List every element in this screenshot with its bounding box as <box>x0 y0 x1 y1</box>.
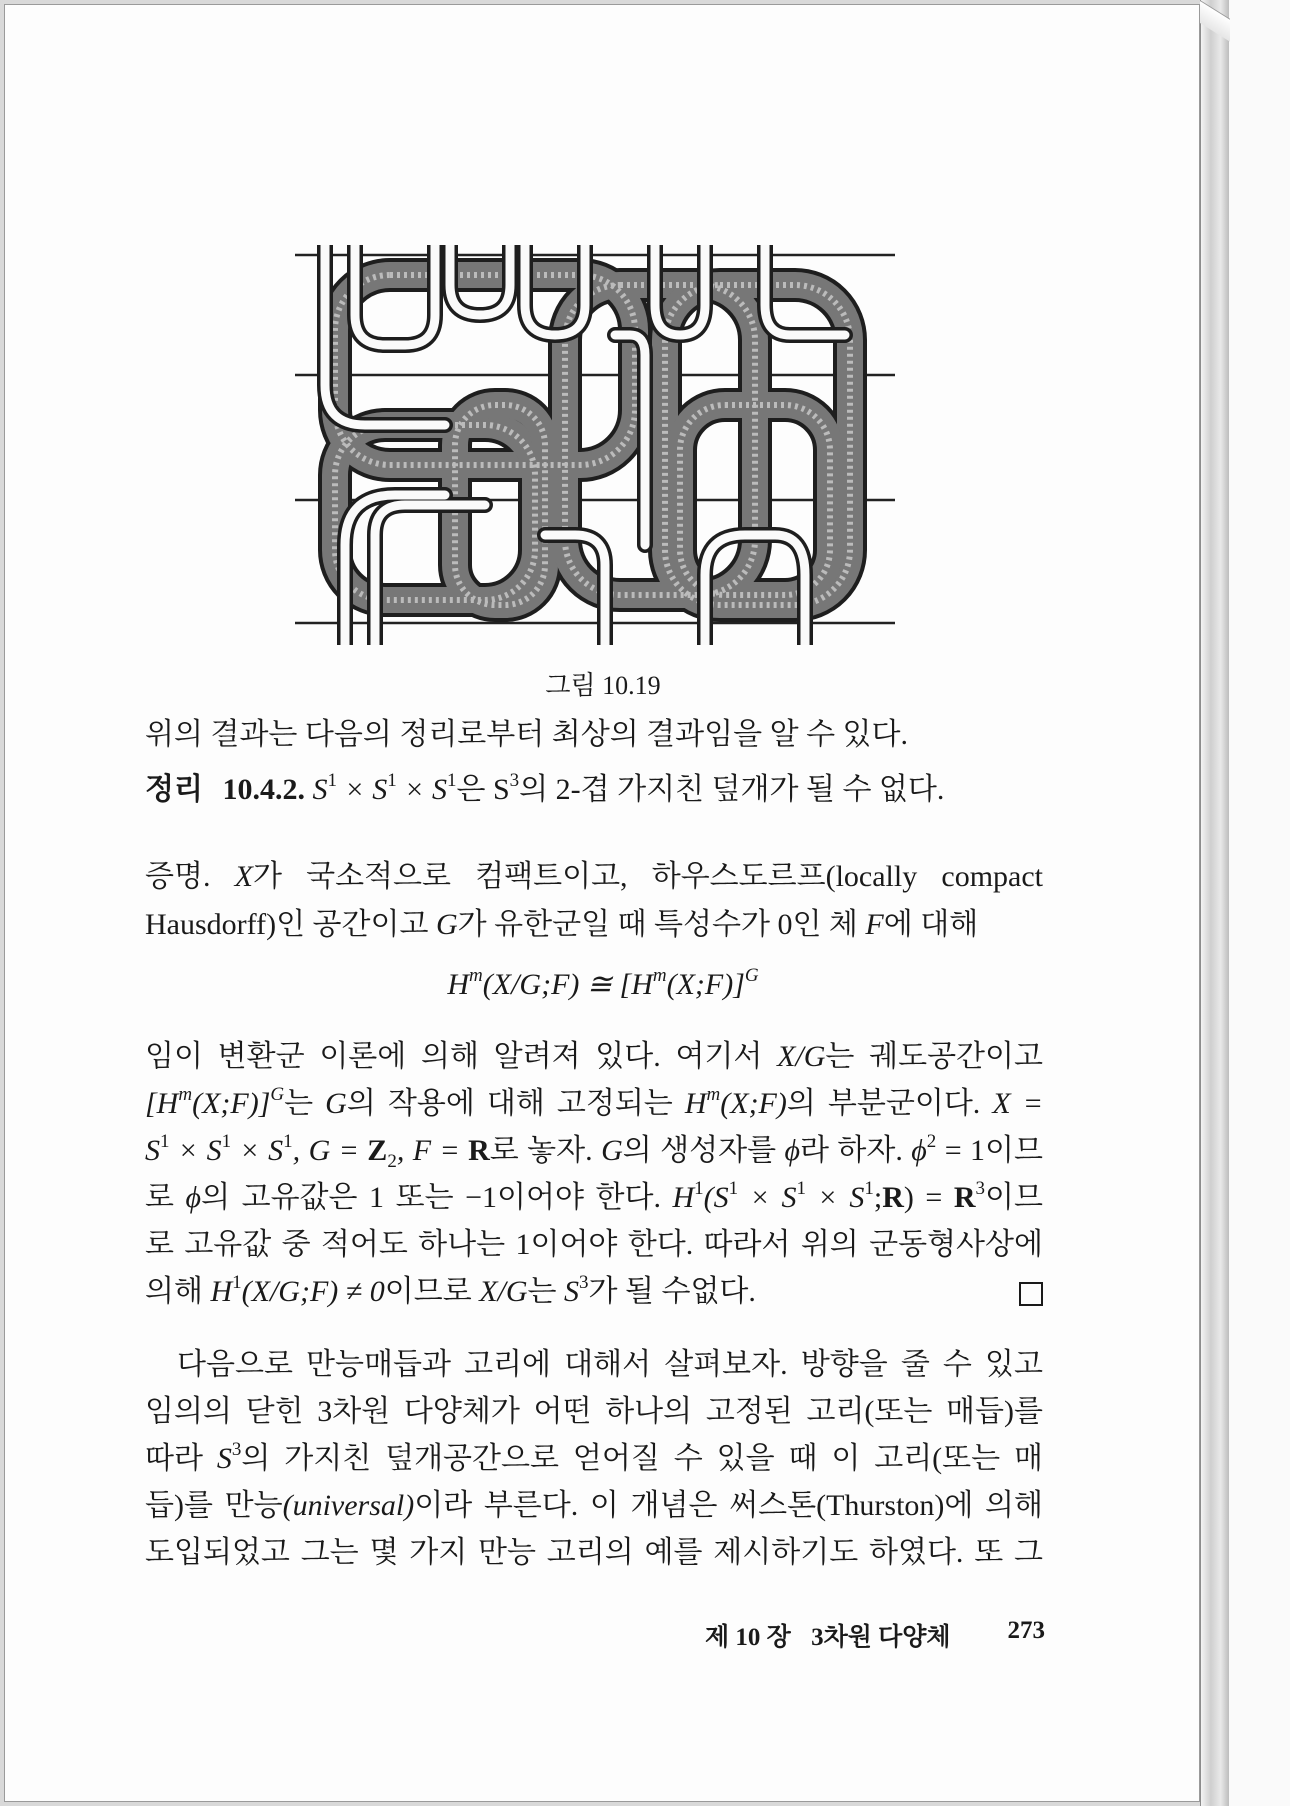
after-line-5: 로 고유값 중 적어도 하나는 1이어야 한다. 따라서 위의 군동형사상에 <box>145 1228 1043 1261</box>
after-text: (X;F)] <box>192 1087 271 1120</box>
after-text: R <box>882 1181 904 1214</box>
after-text: X/G <box>777 1040 826 1073</box>
after-text: m <box>706 1084 721 1105</box>
para3-line-3 <box>145 1437 1043 1481</box>
after-text: ) = <box>903 1181 954 1214</box>
theorem-label: 정리 <box>145 773 203 806</box>
after-text: ϕ <box>185 1181 202 1214</box>
after-text: 2 <box>387 1151 397 1172</box>
after-text: [H <box>145 1087 179 1120</box>
after-text: 로 놓자. <box>489 1134 602 1167</box>
after-text: 1 <box>232 1272 242 1293</box>
proof-label: 증명. <box>145 860 235 893</box>
after-text: 2 <box>926 1131 937 1152</box>
after-text: (S <box>703 1181 729 1214</box>
figure-caption: 그림 10.19 <box>545 671 661 700</box>
after-text: , G = <box>292 1134 368 1167</box>
after-text: × S <box>169 1134 222 1167</box>
proof-text: F <box>865 908 884 941</box>
after-text: 3 <box>579 1272 589 1293</box>
para3-text: 이라 부른다. 이 개념은 써스톤(Thurston)에 의해 <box>414 1489 1043 1522</box>
after-text: G <box>601 1134 623 1167</box>
proof-text: Hausdorff)인 공간이고 <box>145 908 436 941</box>
theorem-text: 의 2-겹 가지친 덮개가 될 수 없다. <box>519 773 945 806</box>
para3-text: 3 <box>231 1439 242 1460</box>
para3-text: S <box>216 1442 232 1475</box>
para3-text: (universal) <box>282 1489 415 1522</box>
after-text: 의해 <box>145 1275 211 1308</box>
theorem-sup: 1 <box>446 770 457 791</box>
after-text: 1 <box>221 1131 232 1152</box>
theorem-text: 은 S <box>456 773 510 806</box>
after-text: H <box>684 1087 707 1120</box>
after-text: H <box>210 1275 233 1308</box>
after-line-6 <box>145 1270 1043 1314</box>
after-line-3 <box>145 1129 1043 1173</box>
after-text: 1 <box>796 1178 807 1199</box>
after-text: 임이 변환군 이론에 의해 알려져 있다. 여기서 <box>145 1040 778 1073</box>
after-text: 1 <box>728 1178 739 1199</box>
after-text: 1 <box>283 1131 293 1152</box>
theorem-number: 10.4.2. <box>222 773 305 806</box>
after-text: Z <box>367 1134 388 1167</box>
after-text: ϕ <box>911 1134 927 1167</box>
footer-chapter: 제 10 장 <box>705 1624 791 1651</box>
after-text: 는 <box>527 1275 564 1308</box>
theorem-text: × S <box>396 773 447 806</box>
equation-part: m <box>652 965 667 986</box>
proof-text: 가 국소적으로 컴팩트이고, 하우스도르프(locally compact <box>252 860 1043 893</box>
after-text: S <box>145 1134 160 1167</box>
page-edge <box>1200 0 1229 1806</box>
after-text: × S <box>806 1181 865 1214</box>
after-text: (X/G;F) ≠ 0 <box>241 1275 385 1308</box>
proof-line-2 <box>145 903 1043 947</box>
after-text: H <box>672 1181 695 1214</box>
theorem-text: S <box>312 773 328 806</box>
theorem-sup: 1 <box>387 770 397 791</box>
after-text: 이므로 <box>384 1275 480 1308</box>
after-text: , F = <box>396 1134 469 1167</box>
qed-box-icon <box>1019 1282 1043 1306</box>
after-text: × S <box>231 1134 284 1167</box>
after-text: × S <box>738 1181 797 1214</box>
para3-text: 다음으로 만능매듭과 고리에 대해서 살펴보자. 방향을 줄 수 있고 <box>177 1348 1043 1381</box>
paragraph-intro: 위의 결과는 다음의 정리로부터 최상의 결과임을 알 수 있다. <box>145 718 909 751</box>
after-text: 라 하자. <box>800 1134 912 1167</box>
footer-title: 3차원 다양체 <box>811 1624 951 1651</box>
after-line-2 <box>145 1082 1043 1126</box>
proof-text: 가 유한군일 때 특성수가 0인 체 <box>457 908 866 941</box>
theorem-text: × S <box>336 773 388 806</box>
proof-text: X <box>234 860 253 893</box>
proof-text: G <box>435 908 458 941</box>
after-text: 가 될 수없다. <box>588 1275 756 1308</box>
after-text: S <box>564 1275 579 1308</box>
theorem-sup: 3 <box>509 770 520 791</box>
after-text: X = <box>992 1087 1043 1120</box>
theorem-statement <box>145 768 1043 812</box>
para3-text: 따라 <box>145 1442 217 1475</box>
after-text: 의 생성자를 <box>622 1134 785 1167</box>
equation-part: H <box>447 968 470 1001</box>
after-text: 1 <box>160 1131 170 1152</box>
running-footer <box>705 1617 1045 1653</box>
knot-figure <box>285 245 905 645</box>
after-line-1 <box>145 1035 1043 1079</box>
after-text: ; <box>873 1181 883 1214</box>
after-text: 1 <box>694 1178 704 1199</box>
equation-part: (X;F)] <box>666 968 745 1001</box>
para3-line-1 <box>145 1343 1043 1387</box>
theorem-sup: 1 <box>327 770 337 791</box>
equation-part: m <box>469 965 483 986</box>
after-text: G <box>270 1084 285 1105</box>
after-text: 의 부분군이다. <box>786 1087 993 1120</box>
equation-part: G <box>744 965 759 986</box>
para3-line-5: 도입되었고 그는 몇 가지 만능 고리의 예를 제시하기도 하였다. 또 그 <box>145 1536 1043 1569</box>
equation-part: (X/G;F) ≅ [H <box>482 968 653 1001</box>
after-text: ϕ <box>784 1134 800 1167</box>
para3-line-4 <box>145 1484 1043 1528</box>
braided-link-diagram <box>285 245 905 645</box>
after-text: 의 고유값은 1 또는 −1이어야 한다. <box>201 1181 673 1214</box>
after-text: R <box>953 1181 976 1214</box>
after-text: 의 작용에 대해 고정되는 <box>346 1087 685 1120</box>
para3-line-2: 임의의 닫힌 3차원 다양체가 어떤 하나의 고정된 고리(또는 매듭)를 <box>145 1395 1043 1428</box>
after-text: 는 <box>284 1087 326 1120</box>
para3-text: 의 가지친 덮개공간으로 얻어질 수 있을 때 이 고리(또는 매 <box>241 1442 1044 1475</box>
equation <box>5 967 1201 1002</box>
after-text: G <box>325 1087 347 1120</box>
after-text: X/G <box>479 1275 528 1308</box>
after-text: 이므 <box>985 1181 1044 1214</box>
proof-line-1 <box>145 855 1043 899</box>
after-text: = 1이므 <box>936 1134 1043 1167</box>
page-number: 273 <box>1007 1617 1045 1644</box>
after-text: R <box>468 1134 490 1167</box>
after-text: 1 <box>864 1178 874 1199</box>
para3-text: 듭)를 만능 <box>145 1489 283 1522</box>
after-text: m <box>178 1084 193 1105</box>
proof-text: 에 대해 <box>883 908 979 941</box>
book-page <box>4 4 1200 1802</box>
background <box>1228 0 1290 1806</box>
after-text: 는 궤도공간이고 <box>825 1040 1043 1073</box>
after-text: 로 <box>145 1181 186 1214</box>
after-line-4 <box>145 1176 1043 1220</box>
after-text: 3 <box>975 1178 986 1199</box>
after-text: (X;F) <box>720 1087 787 1120</box>
